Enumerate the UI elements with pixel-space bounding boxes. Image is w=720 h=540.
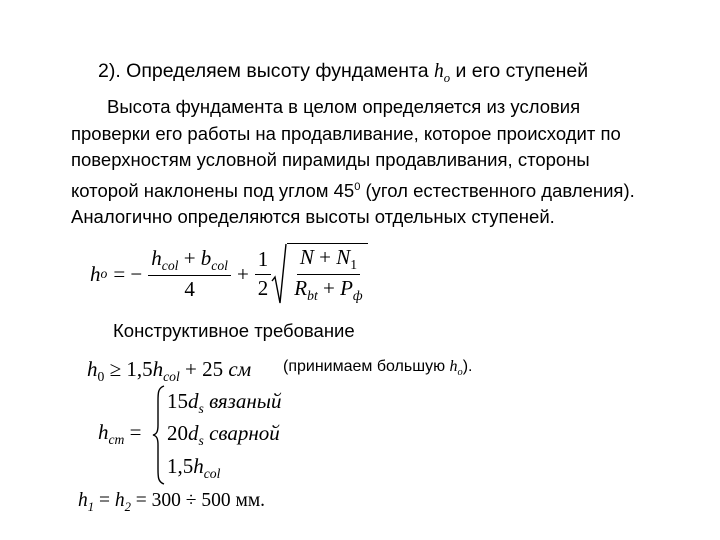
paragraph-line-3: поверхностям условной пирамиды продавливания, стороны (71, 149, 590, 170)
case-row-welded (167, 421, 280, 449)
f1-root-den-a-sub: bt (307, 288, 318, 304)
f1-root-denominator (291, 275, 365, 303)
explanation-paragraph (71, 94, 676, 231)
f1-root-numerator (297, 246, 360, 275)
constructive-requirement-label: Конструктивное требование (113, 320, 355, 341)
f1-num-a: h (151, 245, 162, 270)
case-var: h (193, 454, 204, 478)
f1-root-den-b-sub: ф (352, 288, 363, 304)
note-end: ). (462, 358, 473, 375)
f1-half-denominator: 2 (257, 275, 269, 300)
f1-eq: = − (113, 261, 143, 286)
f4-a: h (78, 490, 88, 511)
f2-var-sub: col (163, 369, 180, 385)
formula-step-range (78, 490, 265, 515)
case-coef: 20 (167, 421, 188, 445)
f4-eq1: = (94, 490, 115, 511)
paragraph-line-5: Аналогично определяются высоты отдельных ступеней. (71, 206, 555, 228)
case-sub: col (203, 466, 221, 482)
formula-min-height (87, 357, 251, 385)
f4-a-sub: 1 (87, 499, 95, 514)
f1-lhs-sub: o (100, 266, 108, 281)
degree-sup: 0 (354, 180, 361, 193)
radical-sign-icon (271, 243, 287, 305)
f1-num-b: b (200, 245, 212, 270)
case-var: d (188, 421, 199, 445)
f1-root-num-b: N (336, 244, 351, 269)
f1-square-root (271, 243, 367, 305)
f1-half-numerator: 1 (255, 248, 272, 274)
f1-root-body (287, 243, 367, 305)
f4-b: h (114, 490, 125, 511)
f3-lhs-sub: cm (108, 432, 125, 448)
f1-num-b-sub: col (211, 258, 228, 274)
f1-half-fraction (255, 248, 272, 299)
take-larger-note (283, 358, 473, 378)
heading-text-after: и его ступеней (450, 60, 589, 82)
paragraph-line-1: Высота фундамента в целом определяется из условия (107, 96, 581, 117)
f1-first-denominator: 4 (184, 277, 195, 302)
f1-root-num-a: N (299, 244, 314, 269)
case-row-knitted (167, 389, 282, 417)
heading-var-sub: o (443, 70, 451, 85)
case-word: сварной (203, 421, 280, 445)
f1-root-den-b: P (340, 276, 353, 300)
f1-root-num-b-sub: 1 (350, 256, 358, 272)
f3-lhs: h (98, 420, 109, 444)
case-word: вязаный (203, 389, 282, 413)
formula-foundation-height (90, 243, 368, 305)
paragraph-line-4 (71, 174, 676, 205)
note-text: (принимаем большую (283, 358, 450, 375)
f1-first-numerator (148, 247, 231, 276)
f2-var: h (152, 357, 164, 381)
f1-root-den-a: R (294, 276, 308, 300)
paragraph-line-2: проверки его работы на продавливание, которое происходит по (71, 122, 621, 144)
case-row-column (167, 454, 220, 482)
case-coef: 1,5 (167, 454, 194, 478)
f1-plus: + (236, 261, 249, 286)
case-coef: 15 (167, 389, 188, 413)
paragraph-line-4-before: которой наклонены под углом 45 (71, 179, 355, 201)
f1-root-num-plus: + (313, 244, 337, 269)
case-sub: s (198, 433, 204, 449)
f1-num-a-sub: col (161, 258, 179, 274)
f2-lhs-sub: 0 (97, 369, 105, 385)
f2-rel: ≥ 1,5 (104, 357, 153, 381)
f1-num-plus: + (178, 245, 201, 270)
f4-rest: = 300 ÷ 500 мм. (130, 490, 266, 511)
f1-root-fraction (291, 246, 365, 303)
section-heading (98, 60, 588, 86)
note-var: h (449, 358, 458, 375)
f3-eq: = (124, 420, 142, 444)
heading-text-before: 2). Определяем высоту фундамента (98, 60, 434, 82)
f2-unit: см (228, 357, 252, 381)
case-sub: s (198, 401, 204, 417)
f4-b-sub: 2 (124, 499, 131, 514)
f1-root-den-plus: + (317, 276, 341, 300)
f1-first-fraction (148, 247, 231, 301)
f2-lhs: h (87, 357, 98, 381)
note-var-sub: o (457, 367, 463, 379)
formula-step-height-lhs (98, 420, 142, 448)
heading-var: h (434, 61, 444, 82)
paragraph-line-4-after: (угол естественного давления). (360, 179, 635, 201)
case-var: d (188, 389, 199, 413)
f2-tail: + 25 (179, 357, 229, 381)
left-brace-icon (152, 385, 166, 485)
f1-lhs: h (90, 261, 101, 286)
